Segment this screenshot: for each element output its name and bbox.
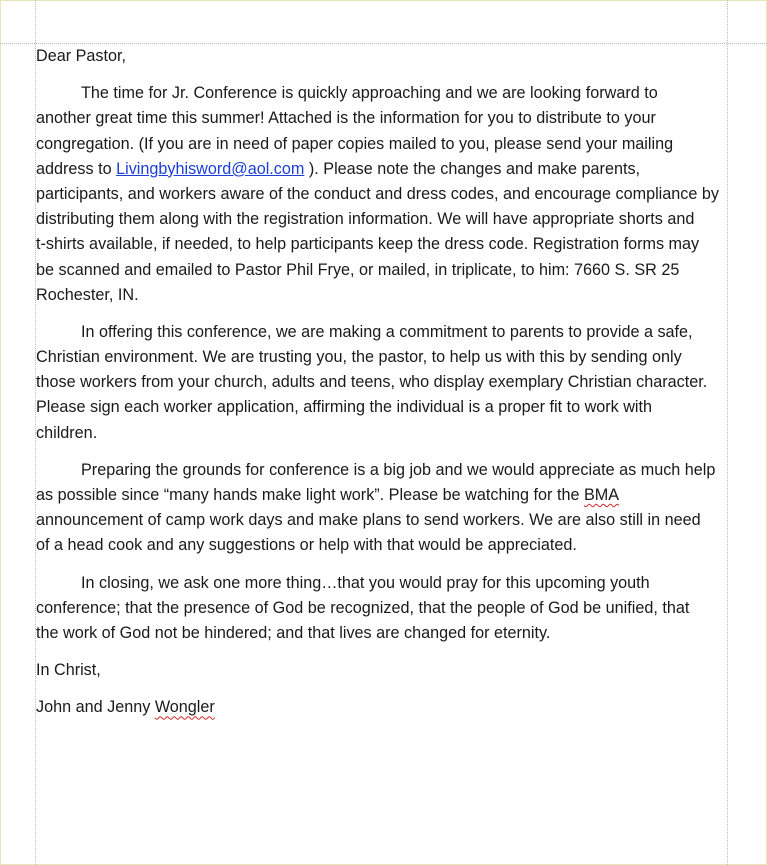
text-run: address to xyxy=(36,159,117,178)
paragraph-line: conference; that the presence of God be recognized, that the people of God be unified, that xyxy=(36,598,690,617)
paragraph-2 xyxy=(36,320,734,446)
email-link[interactable]: Livingbyhisword@aol.com xyxy=(116,159,305,178)
text-run: John and Jenny xyxy=(36,698,155,717)
paragraph-line: t-shirts available, if needed, to help participants keep the dress code. Registration forms may xyxy=(36,235,700,254)
paragraph-line: be scanned and emailed to Pastor Phil Frye, or mailed, in triplicate, to him: 7660 S. SR 25 xyxy=(36,260,680,279)
paragraph-line: congregation. (If you are in need of paper copies mailed to you, please send your mailing xyxy=(36,134,674,153)
text-run: ). Please note the changes and make parents, xyxy=(304,159,641,178)
paragraph-line xyxy=(36,157,734,182)
paragraph-line: The time for Jr. Conference is quickly approaching and we are looking forward to xyxy=(81,84,658,103)
paragraph-line: another great time this summer! Attached is the information for you to distribute to your xyxy=(36,109,656,128)
paragraph-line: Please sign each worker application, affirming the individual is a proper fit to work with xyxy=(36,398,653,417)
paragraph-line: Christian environment. We are trusting you, the pastor, to help us with this by sending only xyxy=(36,348,682,367)
paragraph-3 xyxy=(36,458,734,559)
paragraph-1 xyxy=(36,81,734,308)
paragraph-line xyxy=(36,483,734,508)
paragraph-line: children. xyxy=(36,423,98,442)
salutation: Dear Pastor, xyxy=(36,47,126,65)
paragraph-line: In closing, we ask one more thing…that you would pray for this upcoming youth xyxy=(81,573,650,592)
spellcheck-flagged-word[interactable]: BMA xyxy=(583,486,620,504)
paragraph-line: of a head cook and any suggestions or help with that would be appreciated. xyxy=(36,536,577,555)
paragraph-line: the work of God not be hindered; and that lives are changed for eternity. xyxy=(36,623,551,642)
paragraph-line: In offering this conference, we are making a commitment to parents to provide a safe, xyxy=(81,322,693,341)
paragraph-line: those workers from your church, adults and teens, who display exemplary Christian character. xyxy=(36,373,708,392)
paragraph-line: Rochester, IN. xyxy=(36,285,139,304)
closing: In Christ, xyxy=(36,661,101,680)
paragraph-4 xyxy=(36,571,734,647)
paragraph-line: participants, and workers aware of the conduct and dress codes, and encourage compliance by xyxy=(36,184,719,203)
signature xyxy=(36,695,734,720)
paragraph-line: announcement of camp work days and make plans to send workers. We are also still in need xyxy=(36,511,701,530)
paragraph-line: Preparing the grounds for conference is a big job and we would appreciate as much help xyxy=(81,460,716,479)
letter-body[interactable] xyxy=(36,44,734,721)
text-run: as possible since “many hands make light work”. Please be watching for the xyxy=(36,486,584,504)
spellcheck-flagged-word[interactable]: Wongler xyxy=(154,698,215,717)
paragraph-line: distributing them along with the registration information. We will have appropriate shorts and xyxy=(36,210,695,229)
